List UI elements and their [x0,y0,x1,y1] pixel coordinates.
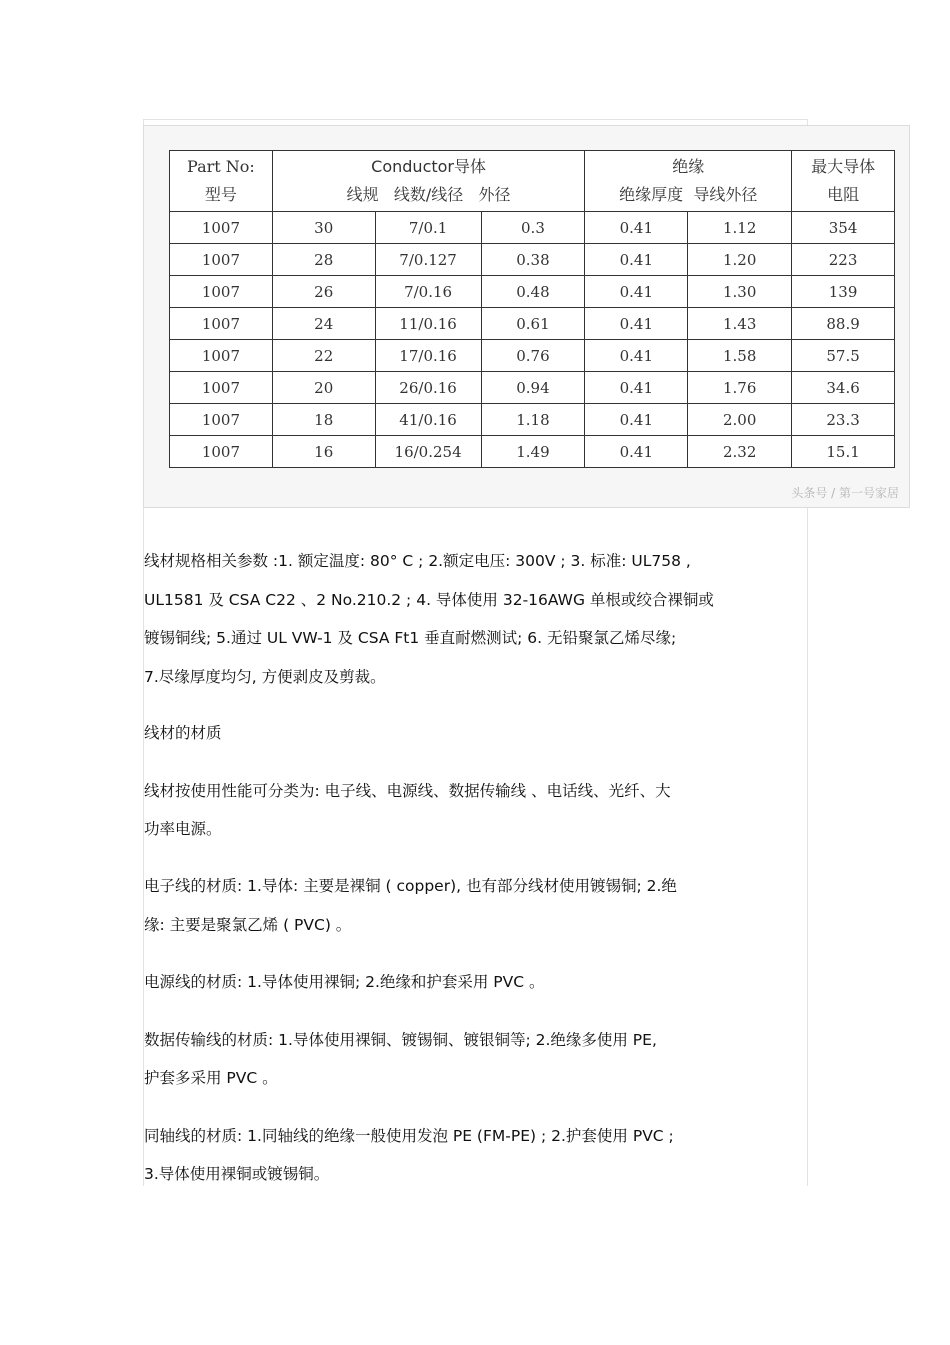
table-cell: 7/0.1 [375,212,481,244]
table-cell: 0.76 [481,340,585,372]
table-cell: 34.6 [792,372,895,404]
table-cell: 0.61 [481,308,585,340]
header-part-no [170,151,273,212]
table-cell: 1.12 [688,212,792,244]
table-cell: 223 [792,244,895,276]
table-cell: 16/0.254 [375,436,481,468]
text-line: 7.尽缘厚度均匀, 方便剥皮及剪裁。 [144,668,386,686]
table-cell: 1.18 [481,404,585,436]
table-cell: 1.49 [481,436,585,468]
table-cell: 0.38 [481,244,585,276]
table-row [170,308,895,340]
table-cell: 1007 [170,404,273,436]
text-line: 缘: 主要是聚氯乙烯 ( PVC) 。 [144,916,352,934]
table-cell: 28 [272,244,375,276]
table-cell: 26 [272,276,375,308]
table-row [170,404,895,436]
table-cell: 0.41 [585,244,688,276]
text-line: 3.导体使用裸铜或镀锡铜。 [144,1165,330,1183]
table-row [170,212,895,244]
table-cell: 1.76 [688,372,792,404]
table-cell: 16 [272,436,375,468]
table-cell: 7/0.16 [375,276,481,308]
table-cell: 2.00 [688,404,792,436]
table-cell: 20 [272,372,375,404]
table-row [170,244,895,276]
table-header-row [170,151,895,212]
header-conductor [272,151,585,212]
table-cell: 23.3 [792,404,895,436]
table-cell: 24 [272,308,375,340]
section-heading: 线材的材质 [144,724,222,742]
text-line: 线材规格相关参数 :1. 额定温度: 80° C ; 2.额定电压: 300V ; 3. 标准: UL758 , [144,552,691,570]
table-cell: 1.58 [688,340,792,372]
table-cell: 88.9 [792,308,895,340]
table-cell: 15.1 [792,436,895,468]
table-cell: 22 [272,340,375,372]
header-resistance-title: 最大导体 [811,157,876,176]
text-line: UL1581 及 CSA C22 、2 No.210.2 ; 4. 导体使用 32-16AWG 单根或绞合裸铜或 [144,591,714,609]
table-row [170,372,895,404]
table-cell: 57.5 [792,340,895,372]
table-cell: 26/0.16 [375,372,481,404]
table-row [170,276,895,308]
table-cell: 1007 [170,340,273,372]
table-cell: 0.41 [585,212,688,244]
table-cell: 354 [792,212,895,244]
header-resistance [792,151,895,212]
table-cell: 1007 [170,436,273,468]
text-line: 同轴线的材质: 1.同轴线的绝缘一般使用发泡 PE (FM-PE) ; 2.护套使用 PVC ; [144,1127,674,1145]
table-row [170,436,895,468]
text-line: 电子线的材质: 1.导体: 主要是裸铜 ( copper), 也有部分线材使用镀锡铜; 2.绝 [144,877,677,895]
table-cell: 0.94 [481,372,585,404]
text-line: 护套多采用 PVC 。 [144,1069,278,1087]
table-cell: 11/0.16 [375,308,481,340]
spec-table-image [143,125,910,508]
table-cell: 0.3 [481,212,585,244]
table-cell: 0.41 [585,276,688,308]
watermark: 头条号 / 第一号家居 [791,486,899,500]
table-cell: 17/0.16 [375,340,481,372]
table-cell: 1.43 [688,308,792,340]
table-cell: 139 [792,276,895,308]
header-conductor-sub: 线规 线数/线径 外径 [346,185,511,204]
table-cell: 0.41 [585,404,688,436]
table-cell: 1007 [170,212,273,244]
header-conductor-title: Conductor导体 [371,157,487,176]
header-resistance-sub: 电阻 [827,185,860,204]
header-insulation-title: 绝缘 [672,157,705,176]
table-cell: 0.41 [585,436,688,468]
spec-table [169,150,895,468]
text-line: 数据传输线的材质: 1.导体使用裸铜、镀锡铜、镀银铜等; 2.绝缘多使用 PE, [144,1031,657,1049]
table-cell: 1.30 [688,276,792,308]
table-cell: 1007 [170,372,273,404]
table-cell: 18 [272,404,375,436]
text-line: 电源线的材质: 1.导体使用裸铜; 2.绝缘和护套采用 PVC 。 [144,973,545,991]
table-cell: 0.41 [585,340,688,372]
table-cell: 1.20 [688,244,792,276]
text-line: 镀锡铜线; 5.通过 UL VW-1 及 CSA Ft1 垂直耐燃测试; 6. 无铅聚氯乙烯尽缘; [144,629,677,647]
table-cell: 0.41 [585,308,688,340]
text-line: 线材按使用性能可分类为: 电子线、电源线、数据传输线 、电话线、光纤、大 [144,782,671,800]
header-part-no-en: Part No: [187,157,255,176]
text-line: 功率电源。 [144,820,222,838]
table-cell: 1007 [170,308,273,340]
table-cell: 1007 [170,276,273,308]
table-cell: 30 [272,212,375,244]
header-insulation-sub: 绝缘厚度 导线外径 [619,185,758,204]
header-insulation [585,151,792,212]
table-cell: 0.48 [481,276,585,308]
table-cell: 7/0.127 [375,244,481,276]
table-cell: 2.32 [688,436,792,468]
header-part-no-cn: 型号 [204,185,237,204]
table-cell: 1007 [170,244,273,276]
table-cell: 41/0.16 [375,404,481,436]
table-cell: 0.41 [585,372,688,404]
table-row [170,340,895,372]
